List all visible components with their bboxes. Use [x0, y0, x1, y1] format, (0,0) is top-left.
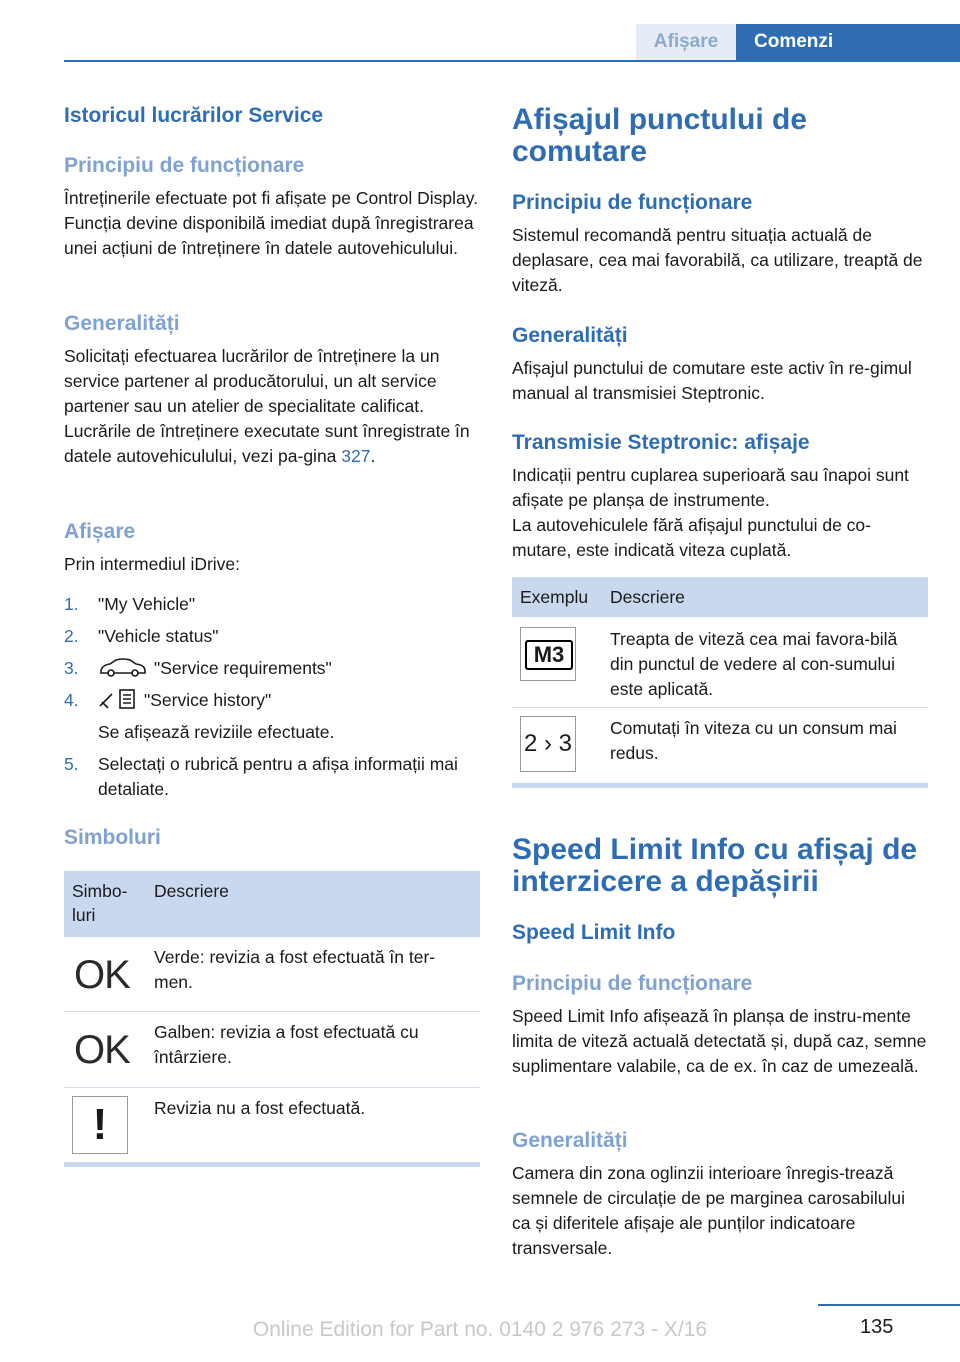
paragraph-generalitati: Solicitați efectuarea lucrărilor de întreținere la un service partener al producătorului, un alt service partener sau un atelier de specialitate calificat. Lucrările de întreținere executate sunt înregistrate în datele autovehiculului, vezi pa-gina 327.: [64, 346, 470, 466]
heading-generalitati-speed: Generalități: [512, 1129, 628, 1152]
list-number: 2.: [64, 626, 79, 646]
table-header: [64, 871, 480, 937]
heading-speed-limit-info: Speed Limit Info: [512, 921, 676, 944]
heading-principiu: Principiu de funcționare: [64, 154, 305, 177]
heading-principiu-speed: Principiu de funcționare: [512, 972, 753, 995]
table-end-rule: [512, 783, 928, 788]
list-item: [64, 592, 480, 617]
table-row: [64, 1012, 480, 1088]
paragraph-principiu-speed: Speed Limit Info afișează în planșa de instru-mente limita de viteză actuală detectată și, după caz, semne suplimentare valabile, ca de ex. în caz de umezeală.: [512, 1006, 927, 1076]
car-icon: [98, 656, 148, 685]
shift-up-icon: 2 › 3: [520, 716, 576, 772]
list-text: Selectați o rubrică pentru a afișa informații mai detaliate.: [98, 754, 458, 799]
heading-principiu-right: Principiu de funcționare: [512, 191, 753, 214]
paragraph-idrive: Prin intermediul iDrive:: [64, 554, 241, 574]
list-item: [64, 752, 480, 802]
list-item: [64, 656, 480, 681]
table-cell: Revizia nu a fost efectuată.: [154, 1098, 366, 1118]
edition-footer: Online Edition for Part no. 0140 2 976 273 - X/16: [252, 1318, 708, 1341]
list-number: 4.: [64, 690, 79, 710]
ok-yellow-icon: OK: [74, 1028, 130, 1072]
heading-afisare: Afișare: [64, 520, 136, 543]
gear-m3-label: M3: [525, 640, 573, 670]
paragraph-principiu-right: Sistemul recomandă pentru situația actuală de deplasare, cea mai favorabilă, ca utilizare, treaptă de viteză.: [512, 225, 923, 295]
list-item: [64, 624, 480, 649]
gear-m3-icon: [520, 627, 576, 681]
table-header: [512, 577, 928, 617]
paragraph-generalitati-right: Afișajul punctului de comutare este activ în re-gimul manual al transmisiei Steptronic.: [512, 358, 912, 403]
section-title-service-history: Istoricul lucrărilor Service: [64, 104, 324, 127]
list-item: [64, 720, 480, 745]
table-row: [64, 937, 480, 1012]
paragraph-principiu: Întreținerile efectuate pot fi afișate pe Control Display. Funcția devine disponibilă imediat după înregistrarea unei acțiuni de întreținere în datele autovehiculului.: [64, 188, 479, 258]
table-cell: Galben: revizia a fost efectuată cu întârziere.: [154, 1022, 419, 1067]
table-row: [64, 1088, 480, 1162]
tab-afisare[interactable]: Afișare: [636, 24, 736, 60]
column-header: Descriere: [610, 587, 685, 607]
column-header: Descriere: [154, 881, 229, 901]
list-item: [64, 688, 480, 713]
page-link[interactable]: 327: [341, 446, 371, 466]
table-row: [512, 708, 928, 782]
warning-exclamation-icon: !: [72, 1096, 128, 1154]
heading-steptronic: Transmisie Steptronic: afișaje: [512, 431, 810, 454]
heading-generalitati-right: Generalități: [512, 324, 628, 347]
paragraph-steptronic-2: La autovehiculele fără afișajul punctului de co-mutare, este indicată viteza cuplată.: [512, 515, 871, 560]
list-number: 5.: [64, 754, 79, 774]
ok-green-icon: OK: [74, 953, 130, 997]
heading-generalitati: Generalități: [64, 312, 180, 335]
table-row: [512, 617, 928, 708]
section-title-shift-point: Afișajul punctului de comutare: [512, 103, 808, 168]
page-number-rule: [818, 1304, 960, 1306]
table-cell: Verde: revizia a fost efectuată în ter-men.: [154, 947, 436, 992]
header-rule: [64, 60, 960, 62]
column-header: Simbo-luri: [72, 881, 128, 925]
page-number: 135: [860, 1316, 894, 1338]
paragraph-generalitati-speed: Camera din zona oglinzii interioare înregis-trează semnele de circulație de pe marginea carosabilului ca și diferitele afișaje ale punților indicatoare transversale.: [512, 1163, 905, 1258]
table-cell: Comutați în viteza cu un consum mai redus.: [610, 718, 897, 763]
list-number: 3.: [64, 658, 79, 678]
list-text: "My Vehicle": [98, 594, 196, 614]
column-header: Exemplu: [520, 587, 589, 607]
list-text: "Service history": [144, 690, 272, 710]
list-text: "Vehicle status": [98, 626, 219, 646]
list-text: Se afișează reviziile efectuate.: [98, 722, 335, 742]
paragraph-steptronic-1: Indicații pentru cuplarea superioară sau înapoi sunt afișate pe planșa de instrumente.: [512, 465, 909, 510]
list-text: "Service requirements": [154, 658, 332, 678]
table-cell: Treapta de viteză cea mai favora-bilă din punctul de vedere al con-sumului este aplicată.: [610, 629, 898, 699]
list-number: 1.: [64, 594, 79, 614]
table-end-rule: [64, 1162, 480, 1167]
service-history-icon: [98, 688, 138, 717]
section-title-speed-limit: Speed Limit Info cu afișaj de interzicere a depășirii: [512, 833, 918, 898]
heading-simboluri: Simboluri: [64, 826, 161, 849]
tab-comenzi[interactable]: Comenzi: [736, 24, 960, 60]
